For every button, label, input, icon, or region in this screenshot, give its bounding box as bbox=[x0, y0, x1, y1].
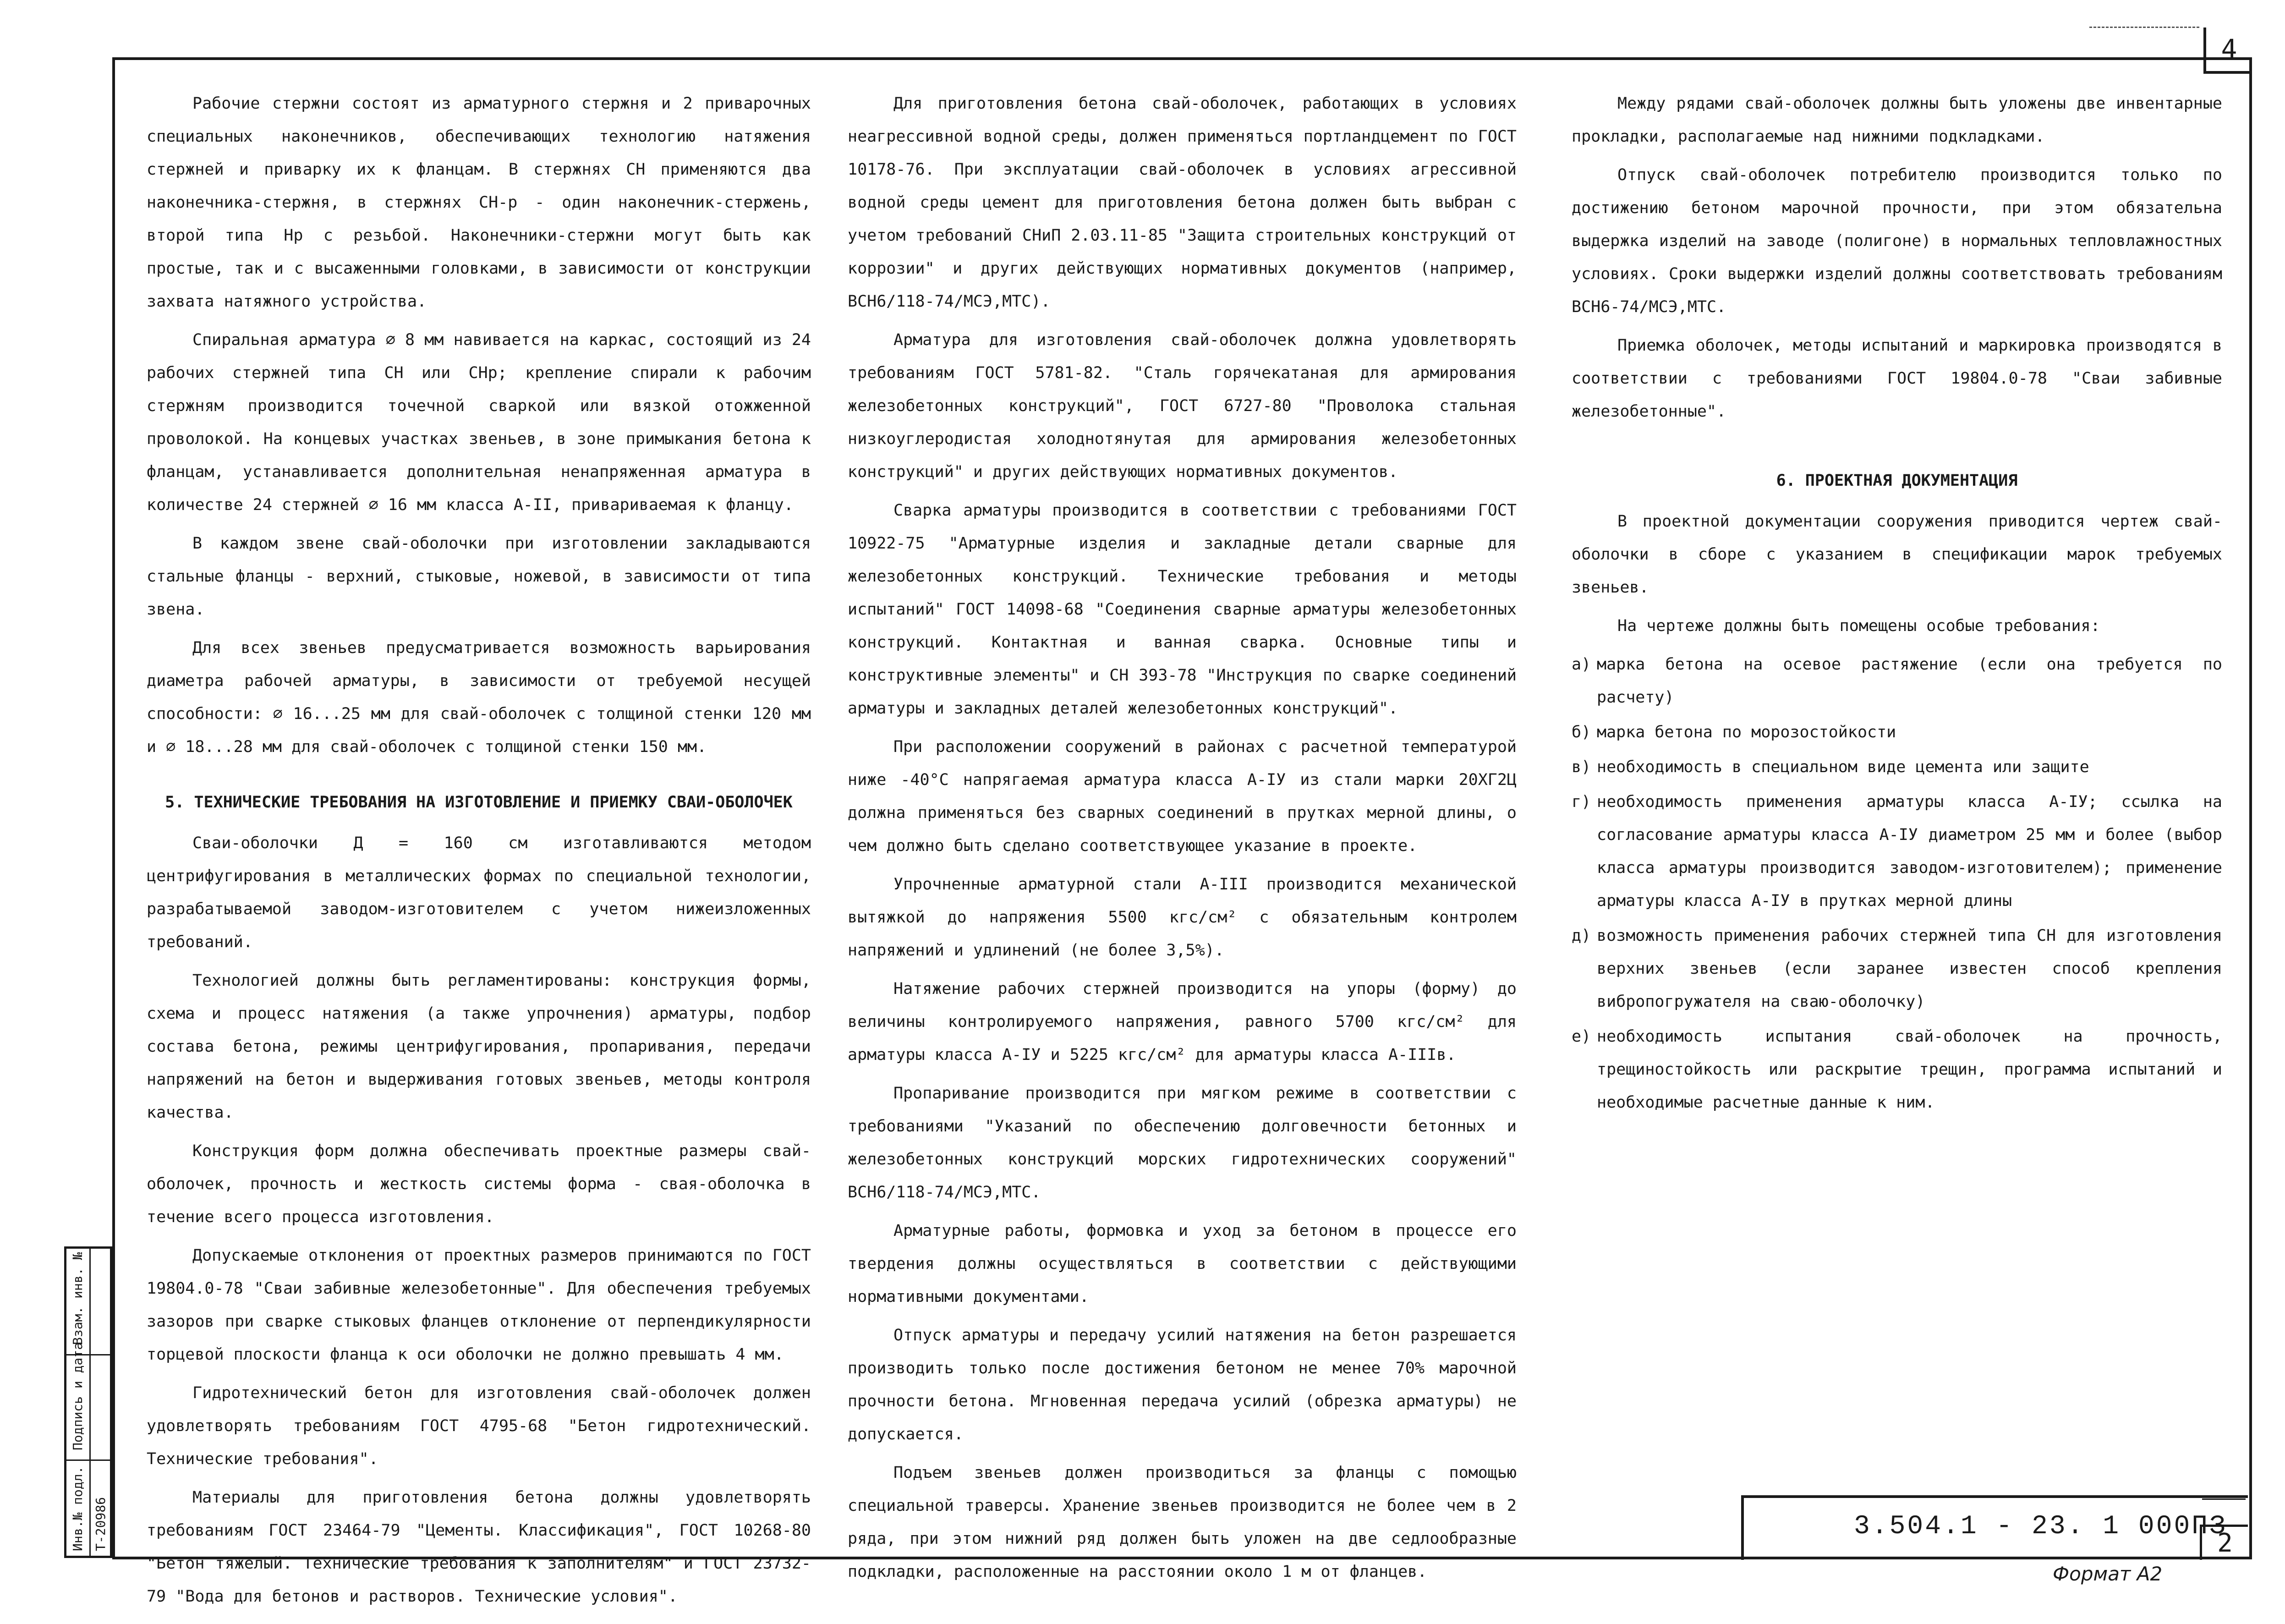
paragraph: Рабочие стержни состоят из арматурного стержня и 2 приварочных специальных наконечников, обеспечивающих технологию натяжения стержней и приварку их к фланцам. В стержнях СН применяются два наконечника-стержня, в стержнях СН-р - один наконечник-стержень, второй типа Нр с резьбой. Наконечники-стержни могут быть как простые, так и с высаженными головками, в зависимости от конструкции захвата натяжного устройства. bbox=[147, 94, 811, 311]
paragraph: Для всех звеньев предусматривается возможность варьирования диаметра рабочей арматуры, в зависимости от требуемой несущей способности: ∅ 16...25 мм для свай-оболочек с толщиной стенки 120 мм и ∅ 18...28 мм для свай-оболочек с толщиной стенки 150 мм. bbox=[147, 639, 811, 756]
paragraph: Конструкция форм должна обеспечивать проектные размеры свай-оболочек, прочность и жесткость системы форма - свая-оболочка в течение всего процесса изготовления. bbox=[147, 1142, 811, 1226]
paragraph: Арматура для изготовления свай-оболочек должна удовлетворять требованиям ГОСТ 5781-82. "Сталь горячекатаная для армирования железобетонных конструкций", ГОСТ 6727-80 "Проволока стальная низкоуглеродистая холоднотянутая для армирования железобетонных конструкций" и других действующих нормативных документов. bbox=[848, 331, 1517, 481]
paragraph: Арматурные работы, формовка и уход за бетоном в процессе его твердения должны осуществляться в соответствии с действующими нормативными документами. bbox=[848, 1222, 1517, 1306]
paragraph: На чертеже должны быть помещены особые требования: bbox=[1617, 617, 2100, 635]
paragraph: Между рядами свай-оболочек должны быть уложены две инвентарные прокладки, располагаемые над нижними подкладками. bbox=[1572, 94, 2222, 146]
list-item: д) возможность применения рабочих стержней типа СН для изготовления верхних звеньев (если заранее известен способ крепления вибропогружателя на сваю-оболочку) bbox=[1572, 927, 2222, 1011]
paragraph: Допускаемые отклонения от проектных размеров принимаются по ГОСТ 19804.0-78 "Сваи забивные железобетонные". Для обеспечения требуемых зазоров при сварке стыковых фланцев отклонение от перпендикулярности торцевой плоскости фланца к оси оболочки не должно превышать 4 мм. bbox=[147, 1246, 811, 1364]
section-6-heading: 6. ПРОЕКТНАЯ ДОКУМЕНТАЦИЯ bbox=[1776, 472, 2018, 490]
paragraph: В каждом звене свай-оболочки при изготовлении закладываются стальные фланцы - верхний, стыковые, ножевой, в зависимости от типа звена. bbox=[147, 534, 811, 619]
paragraph: При расположении сооружений в районах с расчетной температурой ниже -40°С напрягаемая арматура класса А-IУ из стали марки 20ХГ2Ц должна применяться без сварных соединений в прутках мерной длины, о чем должно быть сделано соответствующее указание в проекте. bbox=[848, 738, 1517, 855]
title-block bbox=[1741, 1495, 2248, 1560]
list-item: е) необходимость испытания свай-оболочек на прочность, трещиностойкость или раскрытие трещин, программа испытаний и необходимые расчетные данные к ним. bbox=[1572, 1027, 2222, 1112]
paragraph: Пропаривание производится при мягком режиме в соответствии с требованиями "Указаний по обеспечению долговечности бетонных и железобетонных конструкций морских гидротехнических сооружений" ВСН6/118-74/МСЭ,МТС. bbox=[848, 1084, 1517, 1202]
paragraph: Гидротехнический бетон для изготовления свай-оболочек должен удовлетворять требованиям ГОСТ 4795-68 "Бетон гидротехнический. Технические требования". bbox=[147, 1384, 811, 1468]
stamp-inv-label: Инв.№ подл. bbox=[70, 1466, 85, 1551]
paragraph: Отпуск арматуры и передачу усилий натяжения на бетон разрешается производить только после достижения бетоном не менее 70% марочной прочности бетона. Мгновенная передача усилий (обрезка арматуры) не допускается. bbox=[848, 1326, 1517, 1443]
margin-stamp bbox=[64, 1246, 112, 1558]
paragraph: Сварка арматуры производится в соответствии с требованиями ГОСТ 10922-75 "Арматурные изделия и закладные детали сварные для железобетонных конструкций. Технические требования и методы испытаний" ГОСТ 14098-68 "Соединения сварные арматуры железобетонных конструкций. Контактная и ванная сварка. Основные типы и конструктивные элементы" и СН 393-78 "Инструкция по сварке соединений арматуры и закладных деталей железобетонных конструкций". bbox=[848, 501, 1517, 718]
stamp-sign-label: Подпись и дата bbox=[70, 1342, 85, 1450]
notch-line bbox=[2202, 1498, 2246, 1525]
list-item: в) необходимость в специальном виде цемента или защите bbox=[1572, 758, 2089, 776]
paragraph: Натяжение рабочих стержней производится на упоры (форму) до величины контролируемого напряжения, равного 5700 кгс/см² для арматуры класса А-IУ и 5225 кгс/см² для арматуры класса А-IIIв. bbox=[848, 980, 1517, 1064]
paragraph: Технологией должны быть регламентированы: конструкция формы, схема и процесс натяжения (а также упрочнения) арматуры, подбор состава бетона, режимы центрифугирования, пропаривания, передачи напряжений на бетон и выдерживания готовых звеньев, методы контроля качества. bbox=[147, 971, 811, 1122]
list-item: б) марка бетона по морозостойкости bbox=[1572, 723, 1896, 741]
stamp-inv-value: Т-20986 bbox=[93, 1497, 108, 1551]
paragraph: Спиральная арматура ∅ 8 мм навивается на каркас, состоящий из 24 рабочих стержней типа СН или СНр; крепление спирали к рабочим стержням производится точечной сваркой или вязкой отожженной проволокой. На концевых участках звеньев, в зоне примыкания бетона к фланцам, устанавливается дополнительная ненапряженная арматура в количестве 24 стержней ∅ 16 мм класса А-II, привариваемая к фланцу. bbox=[147, 331, 811, 514]
text-column-3 bbox=[1572, 87, 2222, 1125]
small-sheet-number: 2 bbox=[2200, 1525, 2248, 1560]
stamp-row-line bbox=[66, 1459, 110, 1461]
paragraph: Сваи-оболочки Д = 160 см изготавливаются методом центрифугирования в металлических формах по специальной технологии, разрабатываемой заводом-изготовителем с учетом нижеизложенных требований. bbox=[147, 834, 811, 951]
list-item: а) марка бетона на осевое растяжение (если она требуется по расчету) bbox=[1572, 655, 2222, 707]
document-code: 3.504.1 - 23. 1 000ПЗ bbox=[1854, 1512, 2227, 1542]
list-item: г) необходимость применения арматуры класса А-IУ; ссылка на согласование арматуры класса А-IУ диаметром 25 мм и более (выбор класса арматуры производится заводом-изготовителем); применение арматуры класса А-IУ в прутках мерной длины bbox=[1572, 793, 2222, 910]
paragraph: Для приготовления бетона свай-оболочек, работающих в условиях неагрессивной водной среды, должен применяться портландцемент по ГОСТ 10178-76. При эксплуатации свай-оболочек в условиях агрессивной водной среды цемент для приготовления бетона должен быть выбран с учетом требований СНиП 2.03.11-85 "Защита строительных конструкций от коррозии" и других действующих нормативных документов (например, ВСН6/118-74/МСЭ,МТС). bbox=[848, 94, 1517, 311]
top-scan-mark bbox=[2089, 27, 2199, 29]
requirements-list bbox=[1572, 648, 2222, 1119]
paragraph: Упрочненные арматурной стали А-III производится механической вытяжкой до напряжения 5500 кгс/см² с обязательным контролем напряжений и удлинений (не более 3,5%). bbox=[848, 875, 1517, 960]
stamp-divider bbox=[89, 1249, 91, 1556]
paragraph: В проектной документации сооружения приводится чертеж свай-оболочки в сборе с указанием в спецификации марок требуемых звеньев. bbox=[1572, 512, 2222, 597]
paragraph: Материалы для приготовления бетона должны удовлетворять требованиям ГОСТ 23464-79 "Цементы. Классификация", ГОСТ 10268-80 "Бетон тяжелый. Технические требования к заполнителям" и ГОСТ 23732-79 "Вода для бетонов и растворов. Технические условия". bbox=[147, 1488, 811, 1606]
text-column-2 bbox=[848, 87, 1517, 1594]
sheet-number: 4 bbox=[2203, 27, 2252, 74]
stamp-inv-dup-label: Взам. инв. № bbox=[70, 1252, 85, 1345]
paragraph: Подъем звеньев должен производиться за фланцы с помощью специальной траверсы. Хранение звеньев производится не более чем в 2 ряда, при этом нижний ряд должен быть уложен на две седлообразные подкладки, расположенные на расстоянии около 1 м от фланцев. bbox=[848, 1464, 1517, 1581]
text-column-1 bbox=[147, 87, 811, 1619]
paragraph: Приемка оболочек, методы испытаний и маркировка производятся в соответствии с требованиями ГОСТ 19804.0-78 "Сваи забивные железобетонные". bbox=[1572, 336, 2222, 421]
paragraph: Отпуск свай-оболочек потребителю производится только по достижению бетоном марочной прочности, при этом обязательна выдержка изделий на заводе (полигоне) в нормальных тепловлажностных условиях. Сроки выдержки изделий должны соответствовать требованиям ВСН6-74/МСЭ,МТС. bbox=[1572, 166, 2222, 316]
section-5-heading: 5. ТЕХНИЧЕСКИЕ ТРЕБОВАНИЯ НА ИЗГОТОВЛЕНИЕ И ПРИЕМКУ СВАИ-ОБОЛОЧЕК bbox=[165, 793, 793, 812]
format-label: Формат А2 bbox=[2053, 1563, 2163, 1585]
